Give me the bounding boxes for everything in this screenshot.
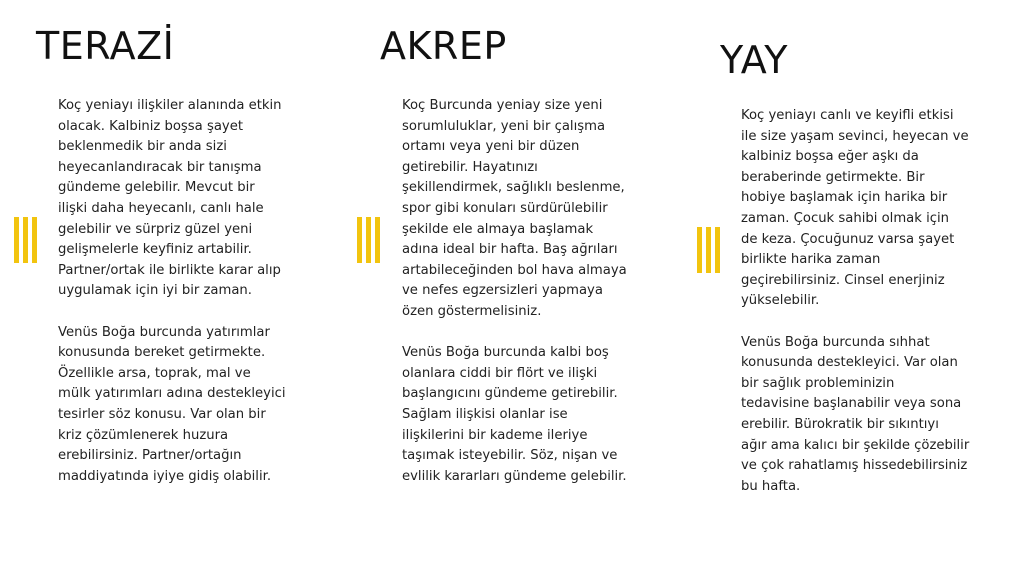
text-line: beraberinde getirmekte. Bir — [741, 169, 925, 185]
text-line: artabileceğinden bol hava almaya — [402, 262, 627, 278]
text-line: gelebilir ve sürpriz güzel yeni — [58, 221, 253, 237]
text-line: Partner/ortak ile birlikte karar alıp — [58, 262, 281, 278]
text-line: sorumluluklar, yeni bir çalışma — [402, 118, 606, 134]
column-title-yay: YAY — [720, 38, 789, 82]
text-line: geçirebilirsiniz. Cinsel enerjiniz — [741, 272, 945, 288]
text-line: Venüs Boğa burcunda kalbi boş — [402, 345, 609, 361]
triple-bar-icon — [14, 217, 40, 263]
column-text-akrep — [402, 96, 627, 487]
bar-segment — [697, 227, 702, 273]
text-line: olanlara ciddi bir flört ve ilişki — [402, 365, 598, 381]
text-line: Venüs Boğa burcunda yatırımlar — [58, 324, 270, 340]
text-line: tesirler söz konusu. Var olan bir — [58, 406, 266, 422]
text-line: tedavisine başlanabilir veya sona — [741, 396, 962, 412]
text-line: başlangıcını gündeme getirebilir. — [402, 386, 618, 402]
text-line: de keza. Çocuğunuz varsa şayet — [741, 231, 955, 247]
bar-segment — [706, 227, 711, 273]
bar-segment — [715, 227, 720, 273]
text-line: maddiyatında iyiye gidiş olabilir. — [58, 468, 272, 484]
paragraph-1 — [741, 106, 969, 312]
text-line: ilişki daha heyecanlı, canlı hale — [58, 200, 264, 216]
text-line: ağır ama kalıcı bir şekilde çözebilir — [741, 437, 970, 453]
text-line: konusunda bereket getirmekte. — [58, 345, 266, 361]
text-line: olacak. Kalbiniz boşsa şayet — [58, 118, 243, 134]
text-line: bir sağlık probleminizin — [741, 375, 895, 391]
text-line: bu hafta. — [741, 478, 801, 494]
paragraph-1 — [402, 96, 627, 323]
text-line: Koç Burcunda yeniay size yeni — [402, 98, 603, 113]
bar-segment — [375, 217, 380, 263]
text-line: zaman. Çocuk sahibi olmak için — [741, 210, 950, 226]
text-line: adına ideal bir hafta. Baş ağrıları — [402, 242, 618, 258]
text-line: yükselebilir. — [741, 293, 820, 309]
text-line: ile size yaşam sevinci, heyecan ve — [741, 128, 969, 144]
text-line: konusunda destekleyici. Var olan — [741, 355, 958, 371]
text-line: spor gibi konuları sürdürülebilir — [402, 200, 608, 216]
bar-segment — [23, 217, 28, 263]
bar-segment — [32, 217, 37, 263]
text-line: Venüs Boğa burcunda sıhhat — [741, 334, 930, 350]
paragraph-2 — [741, 333, 969, 498]
text-line: ve çok rahatlamış hissedebilirsiniz — [741, 458, 968, 474]
paragraph-2 — [58, 323, 286, 488]
text-line: Özellikle arsa, toprak, mal ve — [58, 365, 251, 381]
text-line: mülk yatırımları adına destekleyici — [58, 386, 286, 402]
triple-bar-icon — [357, 217, 383, 263]
column-title-terazi: TERAZİ — [36, 24, 175, 68]
text-line: getirebilir. Hayatınızı — [402, 159, 538, 175]
text-line: Sağlam ilişkisi olanlar ise — [402, 406, 568, 422]
text-line: ve nefes egzersizleri yapmaya — [402, 283, 603, 299]
text-line: erebilir. Bürokratik bir sıkıntıyı — [741, 416, 939, 432]
paragraph-2 — [402, 343, 627, 487]
text-line: şekilde ele almaya başlamak — [402, 221, 594, 237]
triple-bar-icon — [697, 227, 723, 273]
text-line: taşımak isteyebilir. Söz, nişan ve — [402, 448, 618, 464]
text-line: ortamı veya yeni bir düzen — [402, 139, 580, 155]
text-line: özen göstermelisiniz. — [402, 303, 542, 319]
bar-segment — [357, 217, 362, 263]
text-line: ilişkilerini bir kademe ileriye — [402, 427, 588, 443]
text-line: uygulamak için iyi bir zaman. — [58, 283, 252, 299]
text-line: kriz çözümlenerek huzura — [58, 427, 229, 443]
paragraph-1 — [58, 96, 286, 302]
text-line: gelişmelerle keyfiniz artabilir. — [58, 242, 252, 258]
column-text-terazi — [58, 96, 286, 487]
text-line: erebilirsiniz. Partner/ortağın — [58, 448, 242, 464]
bar-segment — [366, 217, 371, 263]
text-line: evlilik kararları gündeme gelebilir. — [402, 468, 627, 484]
text-line: Koç yeniayı canlı ve keyifli etkisi — [741, 108, 954, 123]
text-line: heyecanlandıracak bir tanışma — [58, 159, 262, 175]
text-line: birlikte harika zaman — [741, 252, 881, 268]
text-line: Koç yeniayı ilişkiler alanında etkin — [58, 98, 282, 113]
text-line: hobiye başlamak için harika bir — [741, 190, 948, 206]
text-line: şekillendirmek, sağlıklı beslenme, — [402, 180, 625, 196]
text-line: gündeme gelebilir. Mevcut bir — [58, 180, 255, 196]
column-title-akrep: AKREP — [380, 24, 507, 68]
bar-segment — [14, 217, 19, 263]
column-text-yay — [741, 106, 969, 497]
text-line: beklenmedik bir anda sizi — [58, 139, 227, 155]
text-line: kalbiniz boşsa eğer aşkı da — [741, 149, 919, 165]
